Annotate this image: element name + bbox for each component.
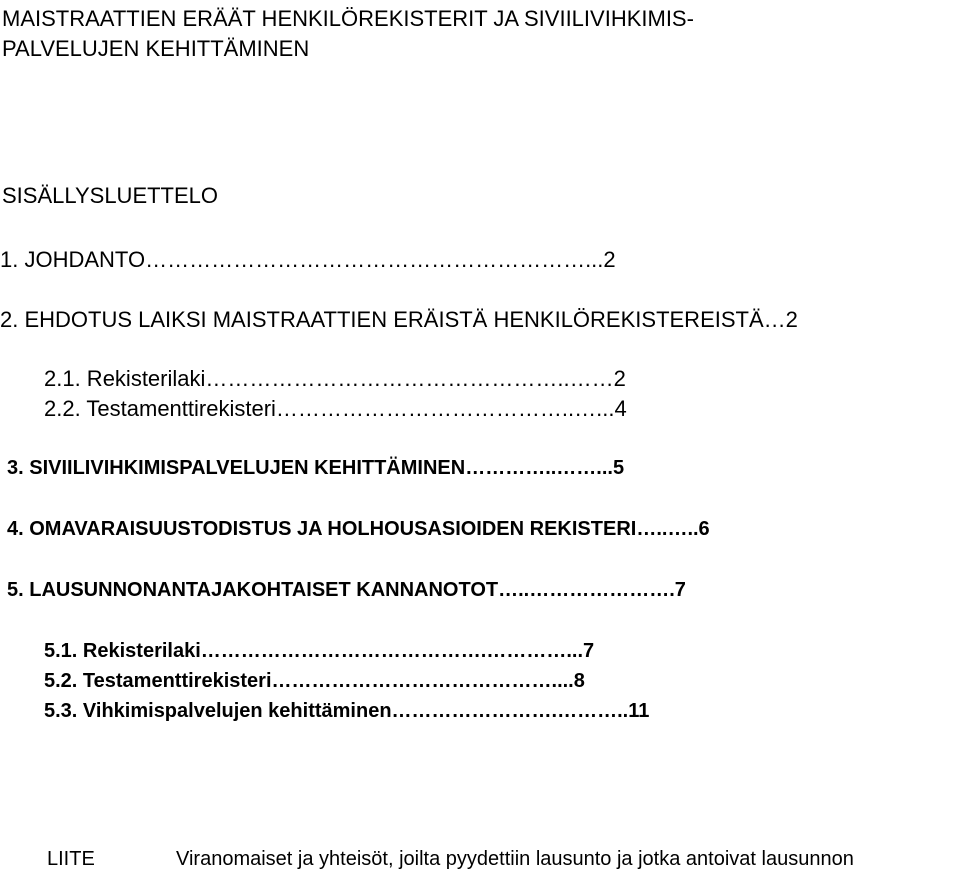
toc-entry-ehdotus: 2. EHDOTUS LAIKSI MAISTRAATTIEN ERÄISTÄ HENKILÖREKISTEREISTÄ…2 bbox=[0, 307, 798, 332]
toc-entry-lausunnonantajat: 5. LAUSUNNONANTAJAKOHTAISET KANNANOTOT…..………………….7 bbox=[7, 579, 686, 601]
toc-entry-omavaraisuustodistus: 4. OMAVARAISUUSTODISTUS JA HOLHOUSASIOIDEN REKISTERI…..…..6 bbox=[7, 518, 710, 540]
toc-heading: SISÄLLYSLUETTELO bbox=[2, 183, 219, 208]
toc-subentry-testamenttirekisteri: 2.2. Testamenttirekisteri…………………………………..…...4 bbox=[44, 396, 627, 421]
toc-subentry-rekisterilaki: 2.1. Rekisterilaki…………………………………………..……2 bbox=[44, 366, 626, 391]
document-title-line-1: MAISTRAATTIEN ERÄÄT HENKILÖREKISTERIT JA SIVIILIVIHKIMIS- bbox=[2, 6, 694, 31]
toc-entry-siviilivihkimis: 3. SIVIILIVIHKIMISPALVELUJEN KEHITTÄMINEN…………..……...5 bbox=[7, 457, 625, 479]
toc-entry-johdanto: 1. JOHDANTO……………………………………………………...2 bbox=[0, 247, 616, 272]
toc-subentry-vihkimispalvelut: 5.3. Vihkimispalvelujen kehittäminen…………………….………..11 bbox=[44, 700, 650, 722]
appendix-label: LIITE bbox=[47, 848, 95, 870]
document-title-line-2: PALVELUJEN KEHITTÄMINEN bbox=[2, 36, 310, 61]
document-title bbox=[2, 4, 694, 64]
toc-subentry-rekisterilaki-2: 5.1. Rekisterilaki…………………………………….…………...7 bbox=[44, 640, 595, 662]
appendix-text: Viranomaiset ja yhteisöt, joilta pyydettiin lausunto ja jotka antoivat lausunnon bbox=[176, 848, 854, 870]
toc-subentry-testamenttirekisteri-2: 5.2. Testamenttirekisteri……………………………………....8 bbox=[44, 670, 585, 692]
